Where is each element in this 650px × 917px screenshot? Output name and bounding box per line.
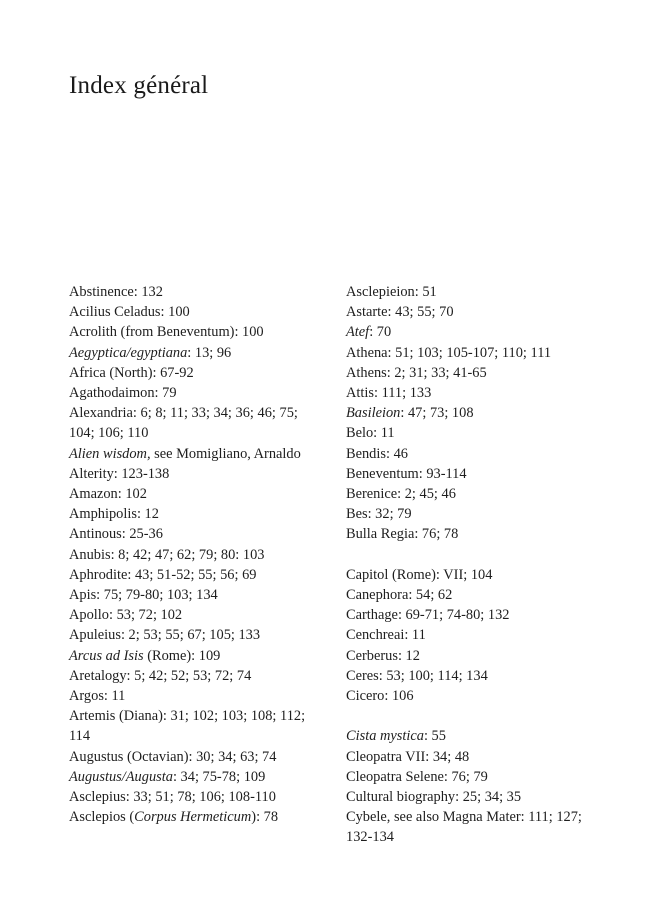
index-entry bbox=[69, 807, 309, 827]
index-entry: Bulla Regia: 76; 78 bbox=[346, 526, 459, 543]
entry-text: see Momigliano, Arnaldo bbox=[150, 445, 301, 462]
entry-text: : 55 bbox=[423, 728, 446, 745]
index-entry bbox=[346, 403, 586, 423]
entry-italic: Augustus/Augusta bbox=[69, 768, 173, 785]
index-entry: Beneventum: 93-114 bbox=[346, 465, 467, 482]
index-entry bbox=[69, 343, 309, 363]
index-entry: Attis: 111; 133 bbox=[346, 385, 432, 402]
index-entry: Amazon: 102 bbox=[69, 486, 147, 503]
index-entry: Athens: 2; 31; 33; 41-65 bbox=[346, 364, 487, 381]
index-entry: Alterity: 123-138 bbox=[69, 465, 170, 482]
index-entry: Apollo: 53; 72; 102 bbox=[69, 607, 183, 624]
index-entry: Athena: 51; 103; 105-107; 110; 111 bbox=[346, 344, 552, 361]
entry-text: ): 78 bbox=[251, 809, 279, 826]
entry-text: : 34; 75-78; 109 bbox=[172, 768, 266, 785]
index-entry: Antinous: 25-36 bbox=[69, 526, 163, 543]
index-entry: Argos: 11 bbox=[69, 688, 126, 705]
index-entry: Capitol (Rome): VII; 104 bbox=[346, 566, 493, 583]
entry-italic: Basileion bbox=[346, 405, 401, 422]
index-entry: Bendis: 46 bbox=[346, 445, 408, 462]
letter-group-gap bbox=[346, 545, 586, 565]
index-entry: Apuleius: 2; 53; 55; 67; 105; 133 bbox=[69, 627, 261, 644]
entry-text: Asclepios ( bbox=[69, 809, 135, 826]
index-entry: Cicero: 106 bbox=[346, 688, 414, 705]
index-entry bbox=[346, 322, 586, 342]
entry-text: : 70 bbox=[369, 324, 392, 341]
entry-italic: Corpus Hermeticum bbox=[134, 809, 252, 826]
entry-italic: Alien wisdom, bbox=[69, 445, 151, 462]
entry-italic: Atef bbox=[346, 324, 370, 341]
index-entry: Aphrodite: 43; 51-52; 55; 56; 69 bbox=[69, 566, 257, 583]
index-entry: Ceres: 53; 100; 114; 134 bbox=[346, 667, 488, 684]
entry-italic: Cista mystica bbox=[346, 728, 424, 745]
index-entry: Cleopatra VII: 34; 48 bbox=[346, 748, 470, 765]
index-entry bbox=[346, 726, 586, 746]
index-entry: Bes: 32; 79 bbox=[346, 506, 412, 523]
index-entry: Asclepius: 33; 51; 78; 106; 108-110 bbox=[69, 789, 276, 806]
index-entry: Cerberus: 12 bbox=[346, 647, 420, 664]
index-column-right bbox=[346, 282, 586, 848]
index-entry: Acrolith (from Beneventum): 100 bbox=[69, 324, 264, 341]
index-entry: Apis: 75; 79-80; 103; 134 bbox=[69, 587, 218, 604]
index-entry: Amphipolis: 12 bbox=[69, 506, 159, 523]
index-entry bbox=[69, 767, 309, 787]
entry-text: : 13; 96 bbox=[187, 344, 232, 361]
letter-group-gap bbox=[346, 706, 586, 726]
index-entry: Cleopatra Selene: 76; 79 bbox=[346, 768, 488, 785]
index-entry: Canephora: 54; 62 bbox=[346, 587, 453, 604]
index-entry: Augustus (Octavian): 30; 34; 63; 74 bbox=[69, 748, 277, 765]
index-entry bbox=[69, 444, 309, 464]
index-entry: Anubis: 8; 42; 47; 62; 79; 80: 103 bbox=[69, 546, 265, 563]
entry-text: : 47; 73; 108 bbox=[400, 405, 474, 422]
index-entry: Berenice: 2; 45; 46 bbox=[346, 486, 456, 503]
entry-text: (Rome): 109 bbox=[143, 647, 221, 664]
index-entry: Aretalogy: 5; 42; 52; 53; 72; 74 bbox=[69, 667, 252, 684]
index-entry: Cultural biography: 25; 34; 35 bbox=[346, 789, 522, 806]
index-entry: Carthage: 69-71; 74-80; 132 bbox=[346, 607, 510, 624]
index-entry: Africa (North): 67-92 bbox=[69, 364, 194, 381]
index-entry: Cenchreai: 11 bbox=[346, 627, 426, 644]
index-entry: Acilius Celadus: 100 bbox=[69, 304, 190, 321]
index-entry: Asclepieion: 51 bbox=[346, 284, 437, 300]
entry-italic: Aegyptica/egyptiana bbox=[69, 344, 188, 361]
index-entry: Belo: 11 bbox=[346, 425, 395, 442]
page-title: Index général bbox=[69, 72, 209, 99]
entry-italic: Arcus ad Isis bbox=[69, 647, 144, 664]
index-entry: Cybele, see also Magna Mater: 111; 127; 132-134 bbox=[346, 809, 582, 846]
index-entry: Abstinence: 132 bbox=[69, 284, 163, 300]
index-entry bbox=[69, 646, 309, 666]
index-entry: Alexandria: 6; 8; 11; 33; 34; 36; 46; 75; 104; 106; 110 bbox=[69, 405, 298, 442]
index-entry: Artemis (Diana): 31; 102; 103; 108; 112; 114 bbox=[69, 708, 306, 745]
index-entry: Agathodaimon: 79 bbox=[69, 385, 177, 402]
index-column-left bbox=[69, 282, 309, 827]
index-entry: Astarte: 43; 55; 70 bbox=[346, 304, 454, 321]
